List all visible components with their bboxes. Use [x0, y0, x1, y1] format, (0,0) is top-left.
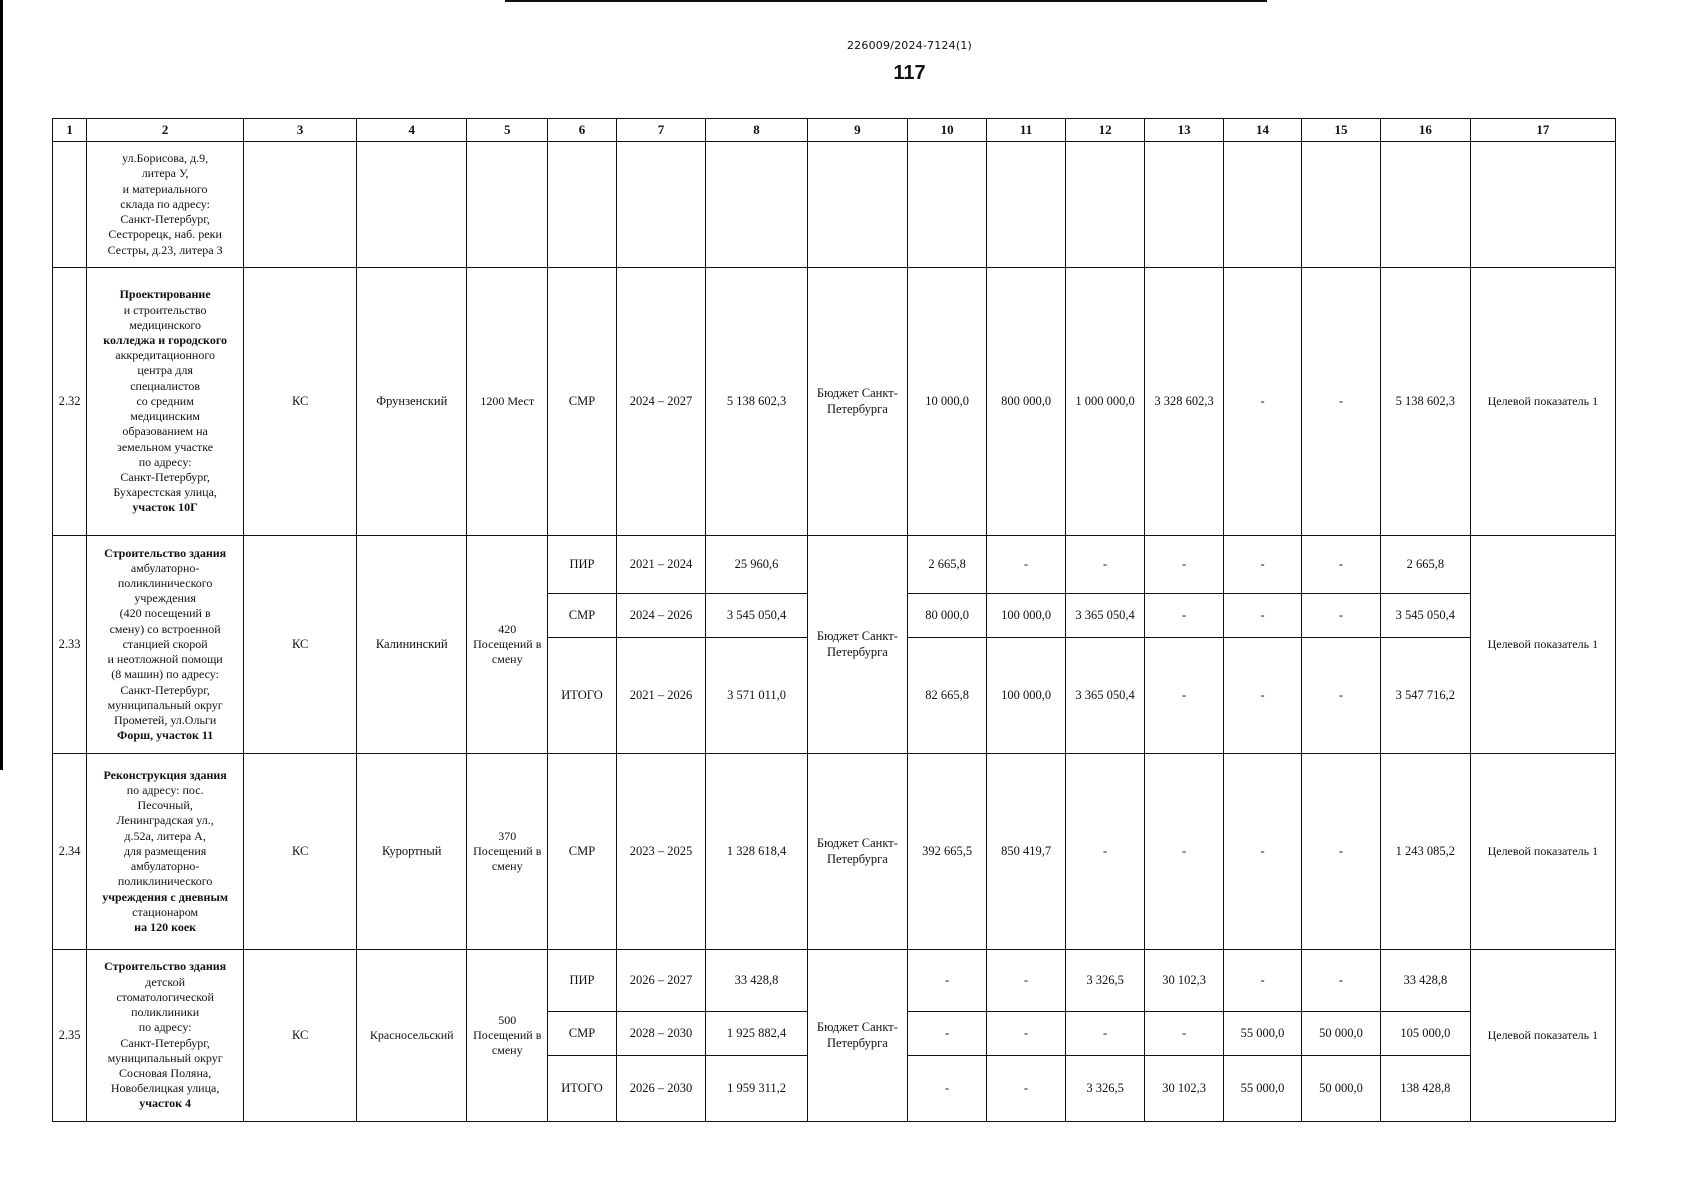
funding-source: Бюджет Санкт-Петербурга — [807, 268, 907, 536]
col-header: 10 — [908, 119, 987, 142]
period: 2023 – 2025 — [616, 754, 706, 950]
cell-c13: 30 102,3 — [1145, 950, 1224, 1012]
cell-c13: - — [1145, 1012, 1224, 1056]
cell-c14: - — [1224, 268, 1302, 536]
cell-c14: - — [1224, 950, 1302, 1012]
target-indicator: Целевой показатель 1 — [1470, 536, 1615, 754]
table-row-2-35-pir — [53, 950, 1616, 1012]
header-row — [53, 119, 1616, 142]
col-header: 17 — [1470, 119, 1615, 142]
cell-c15: - — [1302, 594, 1381, 638]
cell-c16: 3 545 050,4 — [1381, 594, 1471, 638]
period: 2021 – 2024 — [616, 536, 706, 594]
period: 2026 – 2030 — [616, 1056, 706, 1122]
stage: СМР — [548, 754, 616, 950]
total-cost: 1 925 882,4 — [706, 1012, 807, 1056]
target-indicator: Целевой показатель 1 — [1470, 950, 1615, 1122]
col-header: 1 — [53, 119, 87, 142]
col-header: 8 — [706, 119, 807, 142]
table-row-2-32 — [53, 268, 1616, 536]
stage: ПИР — [548, 536, 616, 594]
cell-c12: 3 365 050,4 — [1066, 638, 1145, 754]
cell-c15: - — [1302, 754, 1381, 950]
cell-c14: - — [1224, 594, 1302, 638]
cell-c11: 100 000,0 — [987, 594, 1066, 638]
object-name: Проектирование и строительство медицинского колледжа и городского аккредитационного центра для специалистов со средним медицинским образованием на земельном участке по адресу: Санкт-Петербург, Бухарестская улица, участок 10Г — [87, 268, 244, 536]
cell-c14: 55 000,0 — [1224, 1056, 1302, 1122]
district: Красносельский — [357, 950, 467, 1122]
period: 2021 – 2026 — [616, 638, 706, 754]
total-cost: 3 545 050,4 — [706, 594, 807, 638]
cell-c14: - — [1224, 638, 1302, 754]
stage: ПИР — [548, 950, 616, 1012]
stage: СМР — [548, 1012, 616, 1056]
cell-c12: 1 000 000,0 — [1066, 268, 1145, 536]
cell-c15: - — [1302, 536, 1381, 594]
cell-c10: - — [908, 1056, 987, 1122]
table-row-2-33-pir — [53, 536, 1616, 594]
funding-source: Бюджет Санкт-Петербурга — [807, 754, 907, 950]
cell-c15: - — [1302, 268, 1381, 536]
target-indicator: Целевой показатель 1 — [1470, 268, 1615, 536]
cell-c11: 800 000,0 — [987, 268, 1066, 536]
cell-c11: - — [987, 1012, 1066, 1056]
capacity: 1200 Мест — [467, 268, 548, 536]
row-number: 2.35 — [53, 950, 87, 1122]
object-name: Строительство здания амбулаторно- поликлинического учреждения (420 посещений в смену) со встроенной станцией скорой и неотложной помощи (8 машин) по адресу: Санкт-Петербург, муниципальный округ Прометей, ул.Ольги Форш, участок 11 — [87, 536, 244, 754]
cell-c11: 850 419,7 — [987, 754, 1066, 950]
cell-c13: 30 102,3 — [1145, 1056, 1224, 1122]
cell-c12: - — [1066, 1012, 1145, 1056]
cell-c16: 3 547 716,2 — [1381, 638, 1471, 754]
cell-c15: - — [1302, 950, 1381, 1012]
cell-c10: 2 665,8 — [908, 536, 987, 594]
funding-source: Бюджет Санкт-Петербурга — [807, 536, 907, 754]
stage: ИТОГО — [548, 1056, 616, 1122]
col-header: 16 — [1381, 119, 1471, 142]
col-header: 13 — [1145, 119, 1224, 142]
district: Курортный — [357, 754, 467, 950]
funding-source: Бюджет Санкт-Петербурга — [807, 950, 907, 1122]
object-type: КС — [244, 268, 357, 536]
program-table — [52, 118, 1616, 1122]
total-cost: 33 428,8 — [706, 950, 807, 1012]
cell-c10: 82 665,8 — [908, 638, 987, 754]
period: 2026 – 2027 — [616, 950, 706, 1012]
table-row-2-34 — [53, 754, 1616, 950]
row-number: 2.34 — [53, 754, 87, 950]
object-name: Строительство здания детской стоматологической поликлиники по адресу: Санкт-Петербург, муниципальный округ Сосновая Поляна, Новобелицкая улица, участок 4 — [87, 950, 244, 1122]
object-name-continuation: ул.Борисова, д.9, литера У, и материального склада по адресу: Санкт-Петербург, Сестрорецк, наб. реки Сестры, д.23, литера З — [87, 142, 244, 268]
cell-c13: - — [1145, 594, 1224, 638]
col-header: 2 — [87, 119, 244, 142]
cell-c13: - — [1145, 754, 1224, 950]
row-number: 2.33 — [53, 536, 87, 754]
cell-c16: 33 428,8 — [1381, 950, 1471, 1012]
target-indicator: Целевой показатель 1 — [1470, 754, 1615, 950]
col-header: 12 — [1066, 119, 1145, 142]
cell-c12: - — [1066, 754, 1145, 950]
cell-c14: - — [1224, 754, 1302, 950]
district: Калининский — [357, 536, 467, 754]
cell-c12: 3 326,5 — [1066, 950, 1145, 1012]
cell-c12: 3 326,5 — [1066, 1056, 1145, 1122]
col-header: 6 — [548, 119, 616, 142]
cell-c14: - — [1224, 536, 1302, 594]
top-rule — [505, 0, 1267, 2]
period: 2024 – 2026 — [616, 594, 706, 638]
district: Фрунзенский — [357, 268, 467, 536]
cell-c14: 55 000,0 — [1224, 1012, 1302, 1056]
cell-c13: - — [1145, 536, 1224, 594]
cell-c13: - — [1145, 638, 1224, 754]
cell-c16: 105 000,0 — [1381, 1012, 1471, 1056]
cell-c10: - — [908, 1012, 987, 1056]
cell-c10: - — [908, 950, 987, 1012]
cell-c10: 80 000,0 — [908, 594, 987, 638]
period: 2028 – 2030 — [616, 1012, 706, 1056]
cell-c15: 50 000,0 — [1302, 1012, 1381, 1056]
col-header: 9 — [807, 119, 907, 142]
total-cost: 1 959 311,2 — [706, 1056, 807, 1122]
total-cost: 1 328 618,4 — [706, 754, 807, 950]
cell-c11: 100 000,0 — [987, 638, 1066, 754]
total-cost: 3 571 011,0 — [706, 638, 807, 754]
col-header: 14 — [1224, 119, 1302, 142]
capacity: 420 Посещений в смену — [467, 536, 548, 754]
capacity: 370 Посещений в смену — [467, 754, 548, 950]
total-cost: 25 960,6 — [706, 536, 807, 594]
col-header: 11 — [987, 119, 1066, 142]
cell-c15: 50 000,0 — [1302, 1056, 1381, 1122]
col-header: 5 — [467, 119, 548, 142]
cell-c16: 138 428,8 — [1381, 1056, 1471, 1122]
total-cost: 5 138 602,3 — [706, 268, 807, 536]
cell-c10: 10 000,0 — [908, 268, 987, 536]
col-header: 3 — [244, 119, 357, 142]
page-number: 117 — [893, 62, 926, 84]
cell-c11: - — [987, 1056, 1066, 1122]
object-type: КС — [244, 536, 357, 754]
object-name: Реконструкция здания по адресу: пос. Песочный, Ленинградская ул., д.52а, литера А, для размещения амбулаторно- поликлинического учреждения с дневным стационаром на 120 коек — [87, 754, 244, 950]
table-row-continuation — [53, 142, 1616, 268]
scan-edge-bar — [0, 0, 3, 770]
object-type: КС — [244, 754, 357, 950]
cell-c12: - — [1066, 536, 1145, 594]
cell-c15: - — [1302, 638, 1381, 754]
col-header: 7 — [616, 119, 706, 142]
cell-c11: - — [987, 536, 1066, 594]
capacity: 500 Посещений в смену — [467, 950, 548, 1122]
document-number: 226009/2024-7124(1) — [846, 39, 973, 52]
cell-c11: - — [987, 950, 1066, 1012]
cell-c16: 1 243 085,2 — [1381, 754, 1471, 950]
col-header: 15 — [1302, 119, 1381, 142]
stage: СМР — [548, 268, 616, 536]
row-number: 2.32 — [53, 268, 87, 536]
col-header: 4 — [357, 119, 467, 142]
object-type: КС — [244, 950, 357, 1122]
cell-c16: 5 138 602,3 — [1381, 268, 1471, 536]
cell-c12: 3 365 050,4 — [1066, 594, 1145, 638]
stage: СМР — [548, 594, 616, 638]
period: 2024 – 2027 — [616, 268, 706, 536]
stage: ИТОГО — [548, 638, 616, 754]
cell-c13: 3 328 602,3 — [1145, 268, 1224, 536]
cell-c16: 2 665,8 — [1381, 536, 1471, 594]
cell-c10: 392 665,5 — [908, 754, 987, 950]
